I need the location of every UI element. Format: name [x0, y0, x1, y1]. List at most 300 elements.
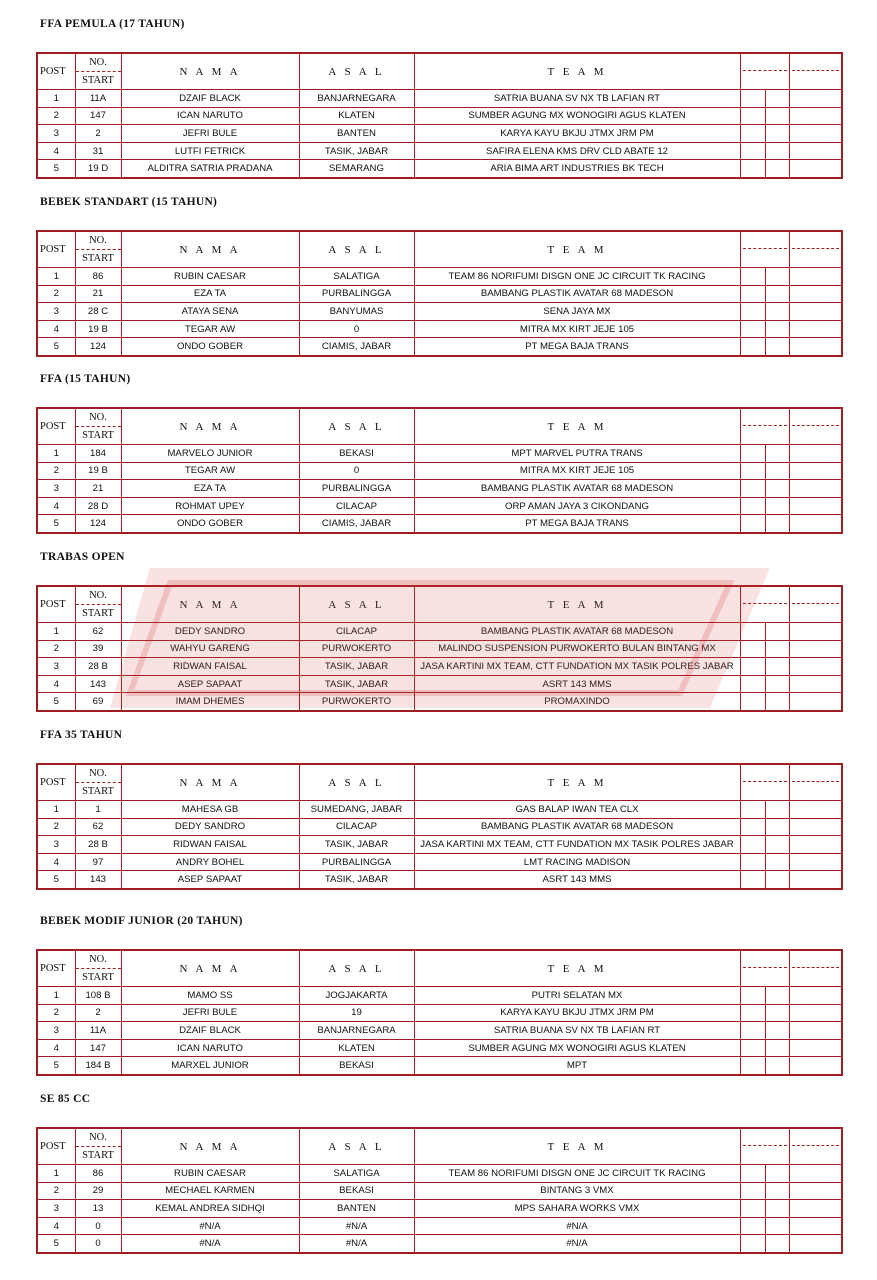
cell-blank-1 — [740, 1022, 789, 1040]
cell-no-start: 2 — [75, 125, 121, 143]
cell-no-start: 11A — [75, 90, 121, 108]
cell-post: 5 — [37, 1057, 75, 1075]
table-row — [37, 462, 842, 480]
table-header-row — [37, 231, 842, 268]
header-start: START — [82, 786, 114, 797]
header-start: START — [82, 75, 114, 86]
cell-team: BAMBANG PLASTIK AVATAR 68 MADESON — [414, 623, 740, 641]
table-header-row — [37, 950, 842, 987]
results-table — [36, 230, 843, 357]
cell-blank-1 — [740, 462, 789, 480]
cell-post: 1 — [37, 1165, 75, 1183]
table-row — [37, 658, 842, 676]
cell-post: 4 — [37, 497, 75, 515]
cell-no-start: 13 — [75, 1200, 121, 1218]
header-post: POST — [37, 764, 75, 801]
cell-asal: CILACAP — [299, 623, 414, 641]
table-row — [37, 1165, 842, 1183]
results-table — [36, 763, 843, 890]
cell-blank-1 — [740, 623, 789, 641]
table-row — [37, 640, 842, 658]
table-row — [37, 1200, 842, 1218]
table-row — [37, 160, 842, 178]
header-post: POST — [37, 231, 75, 268]
cell-asal: BEKASI — [299, 445, 414, 463]
header-no-start — [75, 408, 121, 445]
cell-no-start: 28 B — [75, 836, 121, 854]
cell-nama: ATAYA SENA — [121, 303, 299, 321]
table-row — [37, 338, 842, 356]
cell-asal: SEMARANG — [299, 160, 414, 178]
cell-team: PT MEGA BAJA TRANS — [414, 515, 740, 533]
results-table — [36, 949, 843, 1076]
cell-nama: RUBIN CAESAR — [121, 1165, 299, 1183]
cell-team: ORP AMAN JAYA 3 CIKONDANG — [414, 497, 740, 515]
cell-blank-1 — [740, 285, 789, 303]
cell-no-start: 86 — [75, 268, 121, 286]
cell-blank-1 — [740, 320, 789, 338]
cell-post: 1 — [37, 445, 75, 463]
table-row — [37, 107, 842, 125]
cell-blank-2 — [789, 107, 842, 125]
cell-no-start: 108 B — [75, 987, 121, 1005]
cell-team: JASA KARTINI MX TEAM, CTT FUNDATION MX TASIK POLRES JABAR — [414, 658, 740, 676]
header-asal: A S A L — [299, 586, 414, 623]
cell-blank-2 — [789, 268, 842, 286]
cell-team: SUMBER AGUNG MX WONOGIRI AGUS KLATEN — [414, 107, 740, 125]
cell-post: 3 — [37, 836, 75, 854]
header-start: START — [82, 253, 114, 264]
cell-team: MALINDO SUSPENSION PURWOKERTO BULAN BINTANG MX — [414, 640, 740, 658]
cell-nama: TEGAR AW — [121, 462, 299, 480]
cell-team: SAFIRA ELENA KMS DRV CLD ABATE 12 — [414, 142, 740, 160]
cell-team: MPS SAHARA WORKS VMX — [414, 1200, 740, 1218]
header-blank-2 — [789, 950, 842, 987]
header-blank-1 — [740, 53, 789, 90]
cell-no-start: 29 — [75, 1182, 121, 1200]
table-header-row — [37, 586, 842, 623]
cell-no-start: 69 — [75, 693, 121, 711]
header-no-start — [75, 1128, 121, 1165]
cell-blank-2 — [789, 658, 842, 676]
header-no: NO. — [76, 951, 121, 969]
cell-blank-1 — [740, 871, 789, 889]
table-row — [37, 1039, 842, 1057]
cell-asal: SALATIGA — [299, 268, 414, 286]
cell-nama: ALDITRA SATRIA PRADANA — [121, 160, 299, 178]
header-no-start — [75, 950, 121, 987]
table-row — [37, 1004, 842, 1022]
cell-blank-2 — [789, 818, 842, 836]
cell-no-start: 62 — [75, 818, 121, 836]
header-asal: A S A L — [299, 1128, 414, 1165]
header-post: POST — [37, 408, 75, 445]
cell-blank-1 — [740, 268, 789, 286]
cell-post: 1 — [37, 801, 75, 819]
cell-no-start: 97 — [75, 853, 121, 871]
cell-no-start: 147 — [75, 1039, 121, 1057]
cell-post: 1 — [37, 987, 75, 1005]
cell-no-start: 31 — [75, 142, 121, 160]
cell-team: SUMBER AGUNG MX WONOGIRI AGUS KLATEN — [414, 1039, 740, 1057]
cell-team: KARYA KAYU BKJU JTMX JRM PM — [414, 1004, 740, 1022]
header-blank-2 — [789, 586, 842, 623]
cell-blank-2 — [789, 445, 842, 463]
header-team: T E A M — [414, 586, 740, 623]
results-table — [36, 407, 843, 534]
cell-blank-2 — [789, 90, 842, 108]
cell-asal: SUMEDANG, JABAR — [299, 801, 414, 819]
cell-post: 5 — [37, 515, 75, 533]
cell-blank-2 — [789, 1235, 842, 1253]
cell-post: 2 — [37, 818, 75, 836]
cell-asal: BANTEN — [299, 1200, 414, 1218]
cell-blank-1 — [740, 125, 789, 143]
cell-post: 1 — [37, 268, 75, 286]
header-asal: A S A L — [299, 408, 414, 445]
header-no: NO. — [76, 765, 121, 783]
cell-no-start: 184 B — [75, 1057, 121, 1075]
cell-blank-1 — [740, 675, 789, 693]
cell-nama: RUBIN CAESAR — [121, 268, 299, 286]
section-title: TRABAS OPEN — [40, 551, 125, 563]
cell-nama: DEDY SANDRO — [121, 623, 299, 641]
header-blank-1 — [740, 408, 789, 445]
cell-blank-1 — [740, 1165, 789, 1183]
header-no: NO. — [76, 587, 121, 605]
table-row — [37, 693, 842, 711]
cell-no-start: 11A — [75, 1022, 121, 1040]
cell-post: 4 — [37, 675, 75, 693]
cell-nama: MECHAEL KARMEN — [121, 1182, 299, 1200]
cell-team: MPT MARVEL PUTRA TRANS — [414, 445, 740, 463]
cell-post: 3 — [37, 658, 75, 676]
cell-asal: CIAMIS, JABAR — [299, 515, 414, 533]
cell-blank-2 — [789, 1039, 842, 1057]
cell-post: 4 — [37, 320, 75, 338]
cell-team: SATRIA BUANA SV NX TB LAFIAN RT — [414, 1022, 740, 1040]
cell-blank-1 — [740, 1039, 789, 1057]
header-nama: N A M A — [121, 231, 299, 268]
cell-blank-1 — [740, 142, 789, 160]
results-table — [36, 1127, 843, 1254]
header-nama: N A M A — [121, 408, 299, 445]
cell-no-start: 39 — [75, 640, 121, 658]
cell-post: 1 — [37, 90, 75, 108]
cell-nama: TEGAR AW — [121, 320, 299, 338]
cell-blank-2 — [789, 853, 842, 871]
table-row — [37, 480, 842, 498]
cell-nama: DZAIF BLACK — [121, 90, 299, 108]
cell-team: GAS BALAP IWAN TEA CLX — [414, 801, 740, 819]
header-post: POST — [37, 53, 75, 90]
cell-post: 4 — [37, 1039, 75, 1057]
cell-post: 2 — [37, 1182, 75, 1200]
cell-no-start: 184 — [75, 445, 121, 463]
table-row — [37, 1235, 842, 1253]
header-start: START — [82, 608, 114, 619]
cell-team: PROMAXINDO — [414, 693, 740, 711]
cell-asal: PURWOKERTO — [299, 640, 414, 658]
cell-team: MITRA MX KIRT JEJE 105 — [414, 462, 740, 480]
cell-blank-2 — [789, 1022, 842, 1040]
cell-asal: KLATEN — [299, 107, 414, 125]
cell-post: 2 — [37, 462, 75, 480]
cell-blank-1 — [740, 90, 789, 108]
cell-blank-2 — [789, 1004, 842, 1022]
cell-post: 3 — [37, 303, 75, 321]
cell-no-start: 28 C — [75, 303, 121, 321]
cell-post: 2 — [37, 1004, 75, 1022]
cell-blank-2 — [789, 303, 842, 321]
cell-nama: RIDWAN FAISAL — [121, 658, 299, 676]
cell-no-start: 0 — [75, 1235, 121, 1253]
cell-nama: ANDRY BOHEL — [121, 853, 299, 871]
table-row — [37, 853, 842, 871]
cell-blank-1 — [740, 987, 789, 1005]
cell-blank-2 — [789, 1057, 842, 1075]
table-row — [37, 90, 842, 108]
header-no-start — [75, 764, 121, 801]
cell-blank-1 — [740, 160, 789, 178]
cell-no-start: 19 B — [75, 320, 121, 338]
cell-nama: MARVELO JUNIOR — [121, 445, 299, 463]
section-title: FFA PEMULA (17 TAHUN) — [40, 18, 185, 30]
cell-nama: ASEP SAPAAT — [121, 871, 299, 889]
cell-post: 4 — [37, 142, 75, 160]
cell-post: 3 — [37, 1200, 75, 1218]
cell-blank-2 — [789, 801, 842, 819]
header-no: NO. — [76, 409, 121, 427]
cell-post: 1 — [37, 623, 75, 641]
header-no: NO. — [76, 54, 121, 72]
results-table — [36, 52, 843, 179]
header-blank-2 — [789, 53, 842, 90]
cell-post: 3 — [37, 1022, 75, 1040]
cell-blank-2 — [789, 160, 842, 178]
cell-nama: DEDY SANDRO — [121, 818, 299, 836]
cell-blank-2 — [789, 125, 842, 143]
header-blank-2 — [789, 764, 842, 801]
cell-blank-2 — [789, 142, 842, 160]
cell-asal: 19 — [299, 1004, 414, 1022]
cell-nama: MAMO SS — [121, 987, 299, 1005]
cell-blank-2 — [789, 640, 842, 658]
cell-post: 2 — [37, 640, 75, 658]
header-asal: A S A L — [299, 950, 414, 987]
cell-nama: EZA TA — [121, 480, 299, 498]
table-row — [37, 320, 842, 338]
cell-asal: TASIK, JABAR — [299, 836, 414, 854]
table-row — [37, 1182, 842, 1200]
cell-no-start: 21 — [75, 285, 121, 303]
results-table — [36, 585, 843, 712]
header-team: T E A M — [414, 950, 740, 987]
cell-asal: PURBALINGGA — [299, 285, 414, 303]
cell-nama: MARXEL JUNIOR — [121, 1057, 299, 1075]
header-no-start — [75, 586, 121, 623]
table-row — [37, 445, 842, 463]
table-row — [37, 497, 842, 515]
cell-nama: ASEP SAPAAT — [121, 675, 299, 693]
cell-team: KARYA KAYU BKJU JTMX JRM PM — [414, 125, 740, 143]
cell-nama: ONDO GOBER — [121, 515, 299, 533]
cell-blank-2 — [789, 285, 842, 303]
header-nama: N A M A — [121, 1128, 299, 1165]
table-row — [37, 623, 842, 641]
table-header-row — [37, 408, 842, 445]
cell-no-start: 2 — [75, 1004, 121, 1022]
cell-team: BAMBANG PLASTIK AVATAR 68 MADESON — [414, 285, 740, 303]
cell-team: #N/A — [414, 1235, 740, 1253]
cell-no-start: 147 — [75, 107, 121, 125]
cell-blank-1 — [740, 480, 789, 498]
header-start: START — [82, 430, 114, 441]
header-blank-1 — [740, 1128, 789, 1165]
cell-blank-1 — [740, 1057, 789, 1075]
cell-asal: KLATEN — [299, 1039, 414, 1057]
cell-blank-1 — [740, 693, 789, 711]
header-team: T E A M — [414, 53, 740, 90]
header-blank-1 — [740, 586, 789, 623]
cell-blank-1 — [740, 658, 789, 676]
cell-asal: BEKASI — [299, 1057, 414, 1075]
header-nama: N A M A — [121, 53, 299, 90]
cell-team: PUTRI SELATAN MX — [414, 987, 740, 1005]
cell-post: 2 — [37, 107, 75, 125]
cell-team: MITRA MX KIRT JEJE 105 — [414, 320, 740, 338]
table-header-row — [37, 1128, 842, 1165]
table-row — [37, 987, 842, 1005]
cell-team: BAMBANG PLASTIK AVATAR 68 MADESON — [414, 818, 740, 836]
cell-blank-1 — [740, 1004, 789, 1022]
cell-blank-2 — [789, 1217, 842, 1235]
cell-team: LMT RACING MADISON — [414, 853, 740, 871]
cell-blank-2 — [789, 987, 842, 1005]
cell-nama: #N/A — [121, 1235, 299, 1253]
cell-blank-2 — [789, 320, 842, 338]
header-no: NO. — [76, 1129, 121, 1147]
cell-asal: PURWOKERTO — [299, 693, 414, 711]
table-row — [37, 801, 842, 819]
cell-team: BAMBANG PLASTIK AVATAR 68 MADESON — [414, 480, 740, 498]
cell-no-start: 124 — [75, 338, 121, 356]
cell-team: ASRT 143 MMS — [414, 675, 740, 693]
table-row — [37, 285, 842, 303]
cell-team: TEAM 86 NORIFUMI DISGN ONE JC CIRCUIT TK RACING — [414, 1165, 740, 1183]
cell-asal: BANYUMAS — [299, 303, 414, 321]
cell-nama: #N/A — [121, 1217, 299, 1235]
cell-blank-1 — [740, 1182, 789, 1200]
cell-team: PT MEGA BAJA TRANS — [414, 338, 740, 356]
cell-blank-1 — [740, 1235, 789, 1253]
cell-post: 2 — [37, 285, 75, 303]
table-row — [37, 142, 842, 160]
cell-no-start: 0 — [75, 1217, 121, 1235]
header-post: POST — [37, 950, 75, 987]
cell-blank-1 — [740, 801, 789, 819]
cell-asal: JOGJAKARTA — [299, 987, 414, 1005]
header-nama: N A M A — [121, 950, 299, 987]
cell-post: 3 — [37, 125, 75, 143]
cell-no-start: 1 — [75, 801, 121, 819]
header-team: T E A M — [414, 408, 740, 445]
cell-nama: ICAN NARUTO — [121, 1039, 299, 1057]
header-team: T E A M — [414, 231, 740, 268]
cell-post: 5 — [37, 871, 75, 889]
cell-no-start: 19 D — [75, 160, 121, 178]
cell-asal: 0 — [299, 320, 414, 338]
cell-post: 5 — [37, 693, 75, 711]
cell-no-start: 19 B — [75, 462, 121, 480]
header-asal: A S A L — [299, 53, 414, 90]
table-row — [37, 675, 842, 693]
section-title: FFA (15 TAHUN) — [40, 373, 131, 385]
cell-blank-1 — [740, 818, 789, 836]
header-no: NO. — [76, 232, 121, 250]
header-team: T E A M — [414, 1128, 740, 1165]
cell-asal: PURBALINGGA — [299, 853, 414, 871]
cell-blank-1 — [740, 640, 789, 658]
cell-no-start: 28 B — [75, 658, 121, 676]
header-start: START — [82, 1150, 114, 1161]
table-row — [37, 836, 842, 854]
cell-asal: TASIK, JABAR — [299, 871, 414, 889]
cell-no-start: 62 — [75, 623, 121, 641]
header-post: POST — [37, 1128, 75, 1165]
cell-asal: BANJARNEGARA — [299, 1022, 414, 1040]
cell-no-start: 124 — [75, 515, 121, 533]
table-row — [37, 268, 842, 286]
header-post: POST — [37, 586, 75, 623]
cell-blank-1 — [740, 303, 789, 321]
cell-no-start: 28 D — [75, 497, 121, 515]
cell-team: SENA JAYA MX — [414, 303, 740, 321]
cell-post: 3 — [37, 480, 75, 498]
cell-blank-2 — [789, 338, 842, 356]
cell-nama: EZA TA — [121, 285, 299, 303]
cell-blank-1 — [740, 515, 789, 533]
cell-no-start: 86 — [75, 1165, 121, 1183]
cell-blank-1 — [740, 836, 789, 854]
cell-blank-2 — [789, 1182, 842, 1200]
cell-nama: MAHESA GB — [121, 801, 299, 819]
table-row — [37, 1217, 842, 1235]
header-asal: A S A L — [299, 231, 414, 268]
cell-no-start: 143 — [75, 871, 121, 889]
cell-blank-2 — [789, 871, 842, 889]
header-nama: N A M A — [121, 586, 299, 623]
header-no-start — [75, 53, 121, 90]
cell-blank-1 — [740, 853, 789, 871]
cell-blank-2 — [789, 693, 842, 711]
cell-nama: ONDO GOBER — [121, 338, 299, 356]
cell-blank-2 — [789, 623, 842, 641]
header-asal: A S A L — [299, 764, 414, 801]
table-row — [37, 818, 842, 836]
cell-team: BINTANG 3 VMX — [414, 1182, 740, 1200]
header-nama: N A M A — [121, 764, 299, 801]
table-header-row — [37, 764, 842, 801]
table-row — [37, 303, 842, 321]
cell-team: ASRT 143 MMS — [414, 871, 740, 889]
cell-blank-1 — [740, 107, 789, 125]
cell-nama: JEFRI BULE — [121, 125, 299, 143]
cell-blank-2 — [789, 515, 842, 533]
cell-blank-1 — [740, 445, 789, 463]
cell-nama: LUTFI FETRICK — [121, 142, 299, 160]
cell-blank-2 — [789, 1165, 842, 1183]
